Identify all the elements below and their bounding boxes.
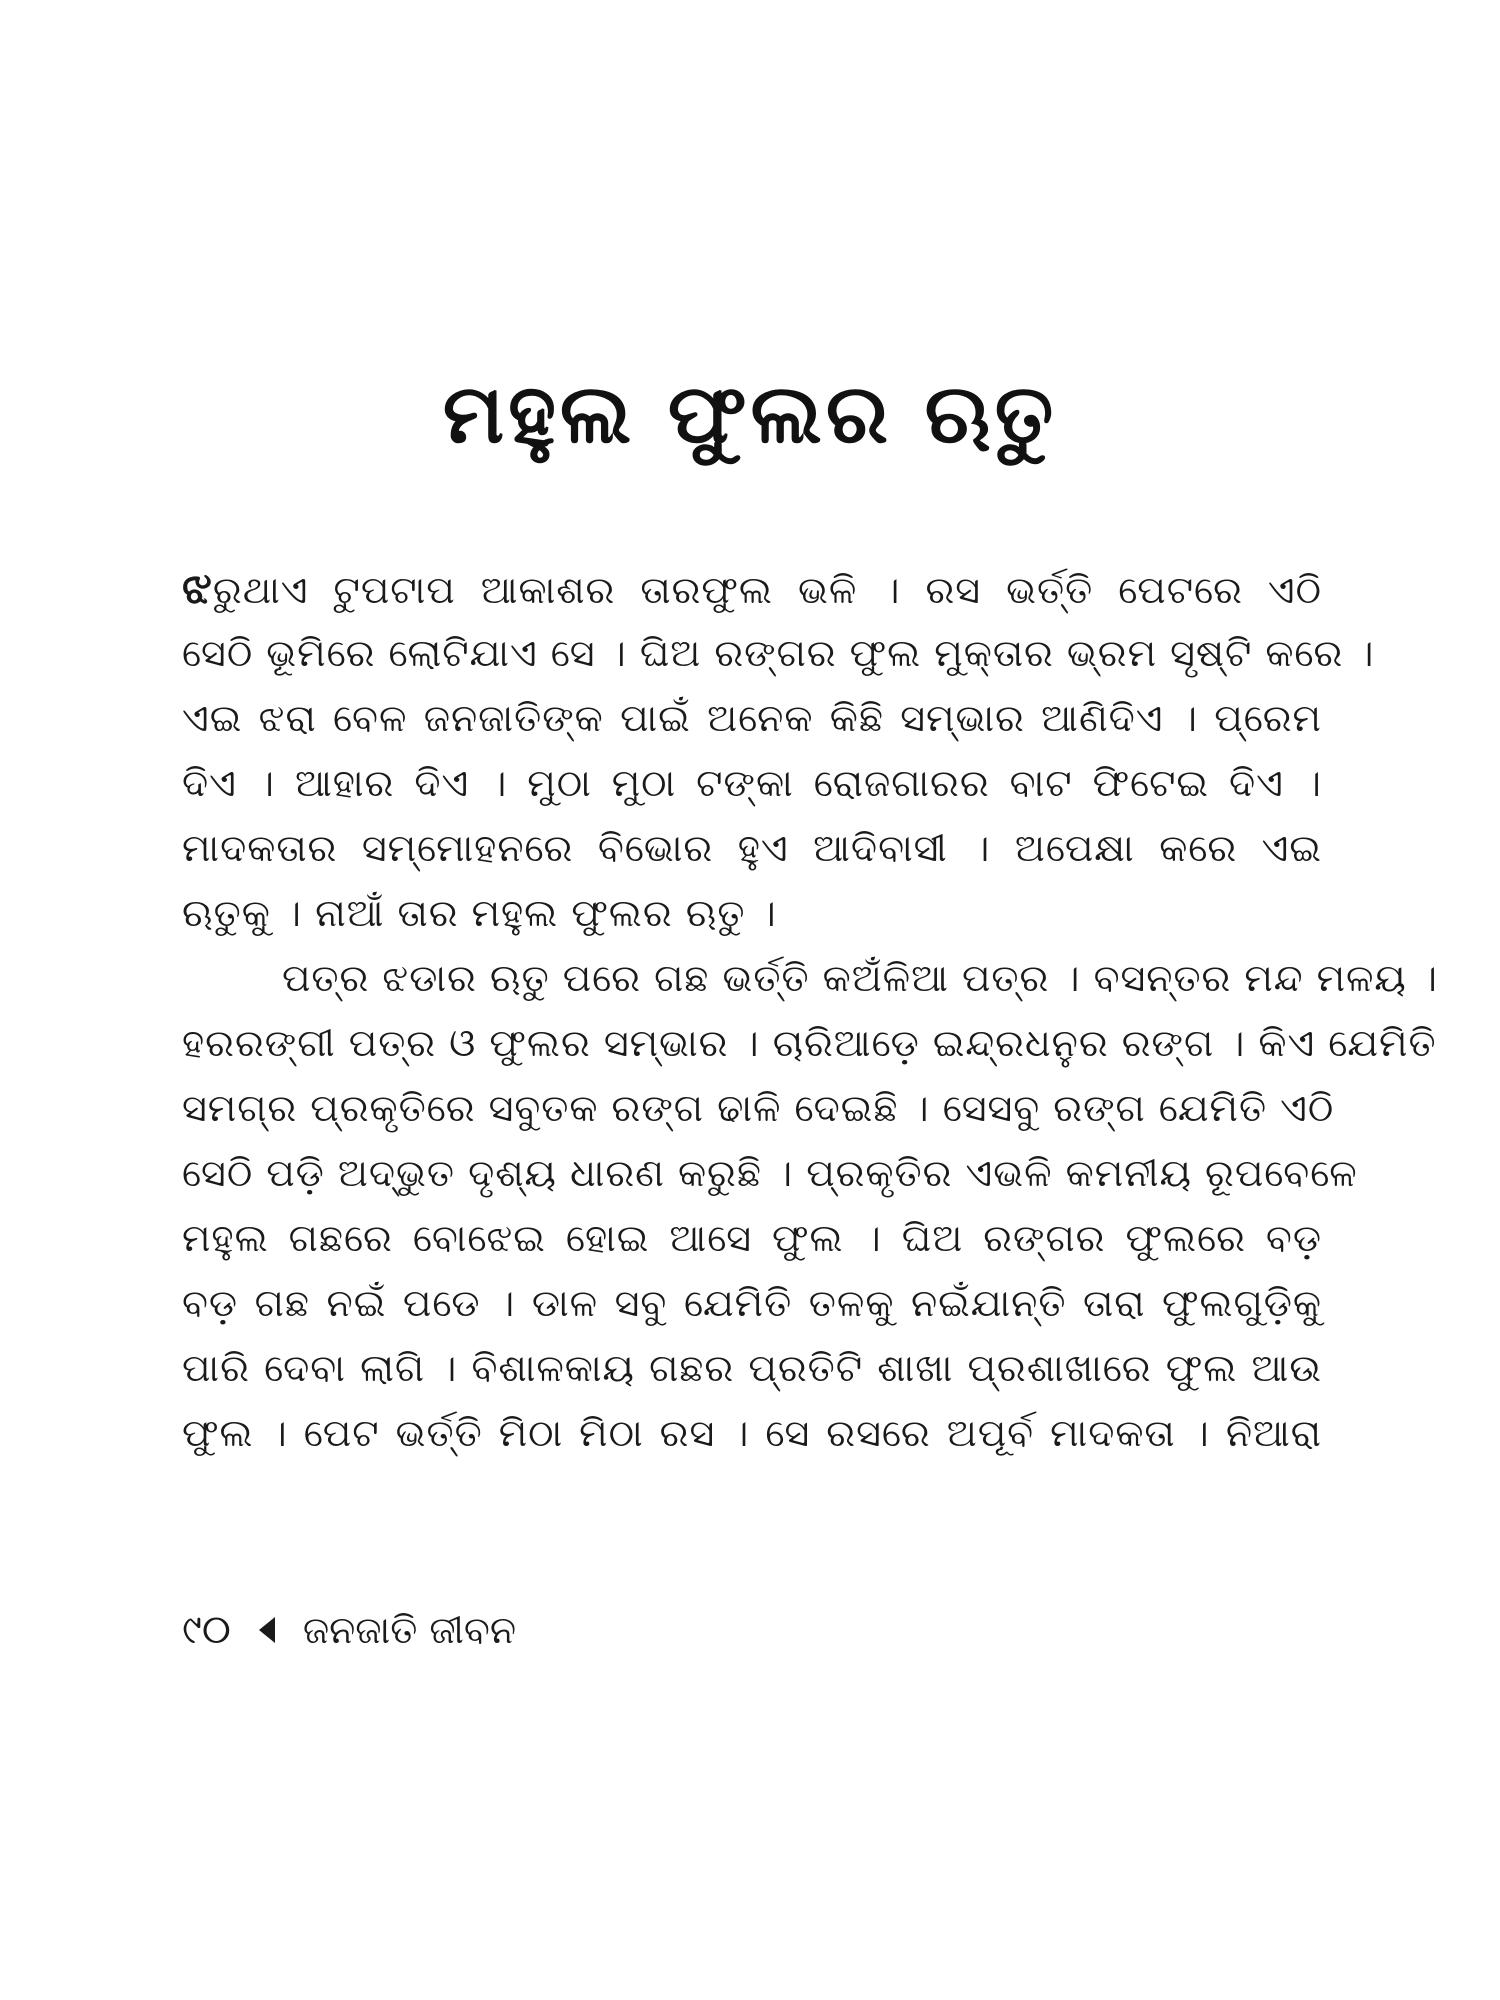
text-line: ପାରି ଦେବା ଲାଗି । ବିଶାଳକାୟ ଗଛର ପ୍ରତିଟି ଶାଖା ପ୍ରଶାଖାରେ ଫୁଲ ଆଉ	[182, 1346, 1322, 1390]
text-line: ଋତୁକୁ । ନାଆଁ ତାର ମହୁଲ ଫୁଲର ଋତୁ ।	[182, 891, 777, 935]
text-line: ମହୁଲ ଗଛରେ ବୋଝେଇ ହୋଇ ଆସେ ଫୁଲ । ଘିଅ ରଙ୍ଗର ଫୁଲରେ ବଡ଼	[182, 1216, 1322, 1260]
text-line: ପତ୍ର ଝଡାର ଋତୁ ପରେ ଗଛ ଭର୍ତ୍ତି କଅଁଳିଆ ପତ୍ର । ବସନ୍ତର ମନ୍ଦ ମଳୟ ।	[282, 956, 1438, 1000]
left-triangle-icon	[257, 1615, 277, 1645]
text-line: ମାଦକତାର ସମ୍ମୋହନରେ ବିଭୋର ହୁଏ ଆଦିବାସୀ । ଅପେକ୍ଷା କରେ ଏଇ	[182, 826, 1322, 870]
text-line: ଦିଏ । ଆହାର ଦିଏ । ମୁଠା ମୁଠା ଟଙ୍କା ରୋଜଗାରର ବାଟ ଫିଟେଇ ଦିଏ ।	[182, 761, 1322, 805]
text-line: ସେଠି ଭୂମିରେ ଲୋଟିଯାଏ ସେ । ଘିଅ ରଙ୍ଗର ଫୁଲ ମୁକ୍ତାର ଭ୍ରମ ସୃଷ୍ଟି କରେ ।	[182, 631, 1375, 675]
page-footer	[182, 1600, 516, 1660]
book-title: ଜନଜାତି ଜୀବନ	[302, 1608, 517, 1652]
drop-cap: ଝ	[182, 563, 213, 614]
text-line: ହରରଙ୍ଗୀ ପତ୍ର ଓ ଫୁଲର ସମ୍ଭାର । ଚାରିଆଡ଼େ ଇନ୍ଦ୍ରଧନୁର ରଙ୍ଗ । କିଏ ଯେମିତି	[182, 1021, 1437, 1065]
page-number: ୯୦	[182, 1607, 231, 1653]
chapter-body	[182, 556, 1438, 1466]
text-line: ଝରୁଥାଏ ଟୁପଟାପ ଆକାଶର ତାରଫୁଲ ଭଳି । ରସ ଭର୍ତ୍ତି ପେଟରେ ଏଠି	[182, 563, 1322, 614]
text-line: ସମଗ୍ର ପ୍ରକୃତିରେ ସବୁତକ ରଙ୍ଗ ଢାଳି ଦେଇଛି । ସେସବୁ ରଙ୍ଗ ଯେମିତି ଏଠି	[182, 1086, 1335, 1130]
text-line: ଫୁଲ । ପେଟ ଭର୍ତ୍ତି ମିଠା ମିଠା ରସ । ସେ ରସରେ ଅପୂର୍ବ ମାଦକତା । ନିଆରା	[182, 1411, 1322, 1455]
chapter-title: ମହୁଲ ଫୁଲର ଋତୁ	[442, 367, 1058, 462]
text-line: ସେଠି ପଡ଼ି ଅଦ୍ଭୁତ ଦୃଶ୍ୟ ଧାରଣ କରୁଛି । ପ୍ରକୃତିର ଏଭଳି କମନୀୟ ରୂପବେଳେ	[182, 1151, 1358, 1195]
text-line: ବଡ଼ ଗଛ ନଇଁ ପଡେ । ଡାଳ ସବୁ ଯେମିତି ତଳକୁ ନଇଁଯାନ୍ତି ତାରା ଫୁଲଗୁଡ଼ିକୁ	[182, 1281, 1322, 1325]
text-line: ଏଇ ଝରା ବେଳ ଜନଜାତିଙ୍କ ପାଇଁ ଅନେକ କିଛି ସମ୍ଭାର ଆଣିଦିଏ । ପ୍ରେମ	[182, 696, 1322, 740]
